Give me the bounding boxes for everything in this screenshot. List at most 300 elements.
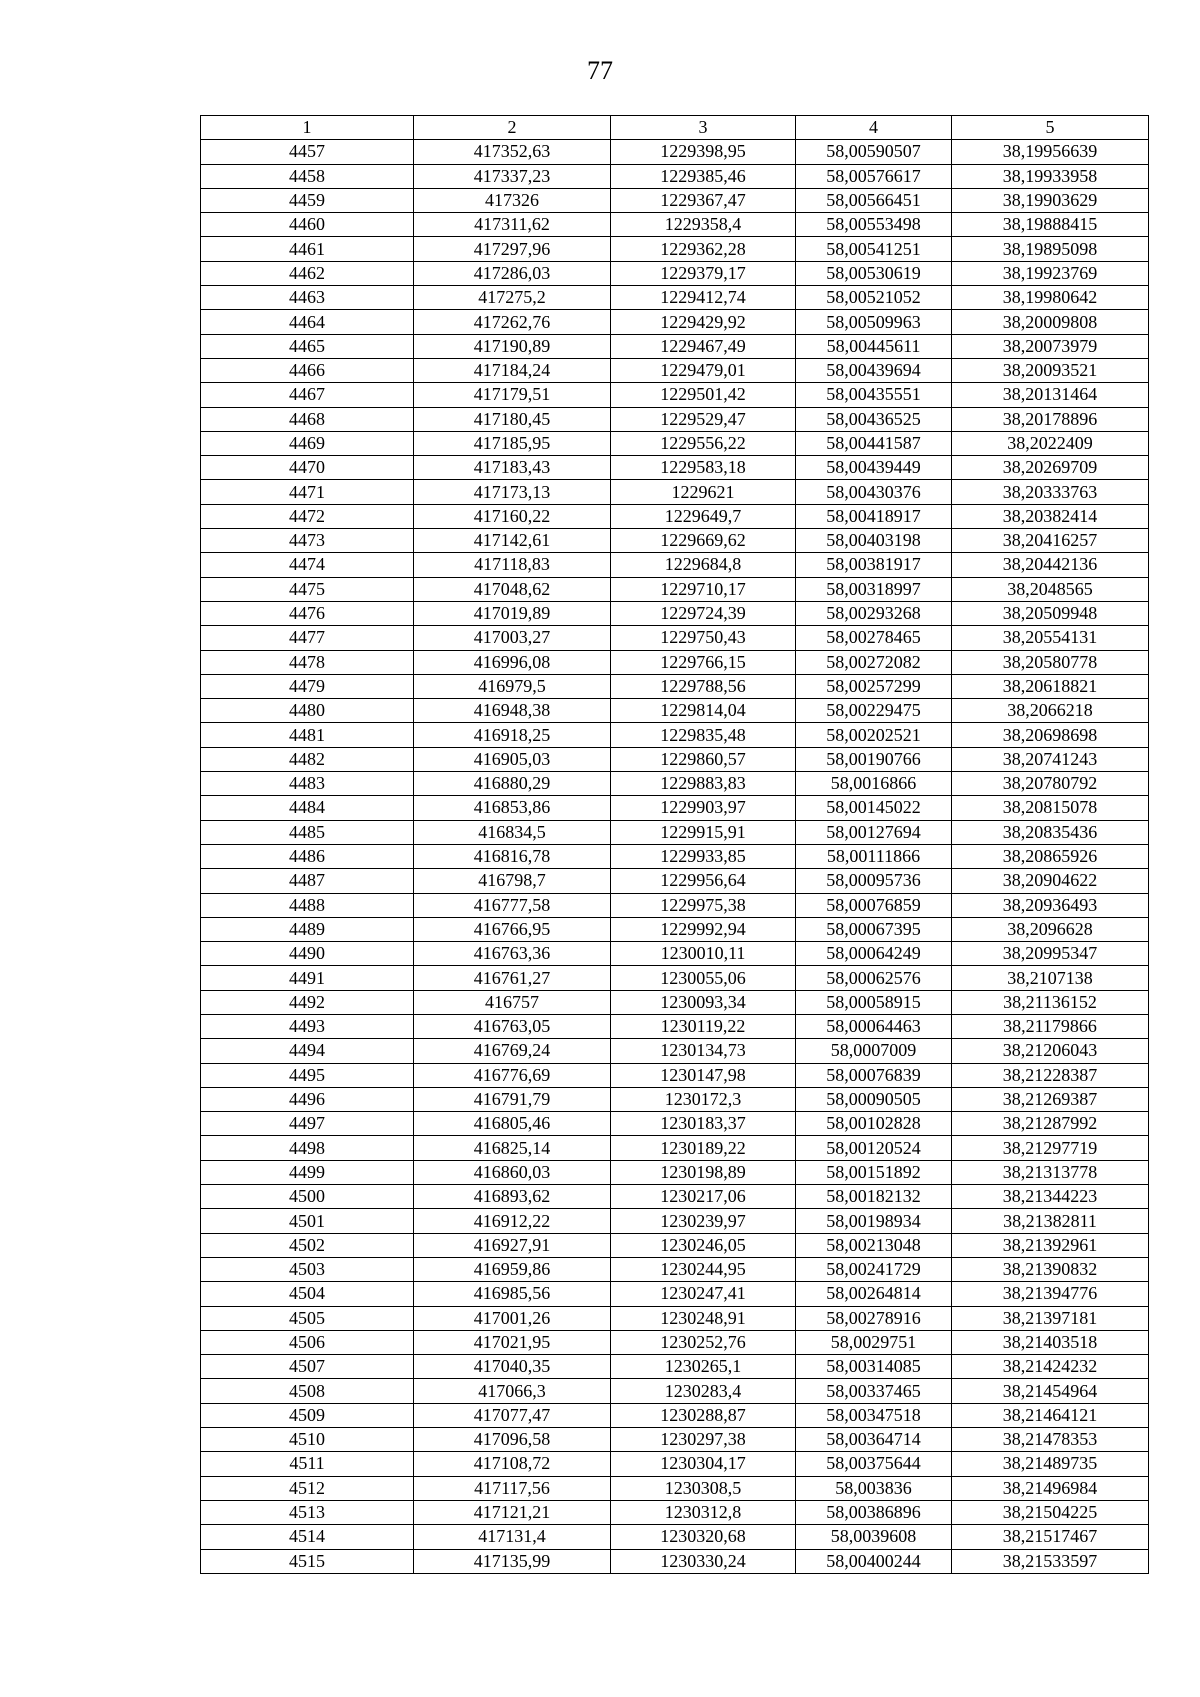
table-cell-col-3: 1229788,56: [611, 674, 796, 698]
table-cell-col-1: 4506: [201, 1330, 414, 1354]
table-cell-col-1: 4511: [201, 1452, 414, 1476]
table-row: [201, 1136, 1149, 1160]
table-cell-col-3: 1229556,22: [611, 431, 796, 455]
table-cell-col-1: 4502: [201, 1233, 414, 1257]
table-cell-col-3: 1230119,22: [611, 1014, 796, 1038]
table-cell-col-5: 38,2048565: [952, 577, 1149, 601]
table-cell-col-3: 1229975,38: [611, 893, 796, 917]
table-cell-col-5: 38,20580778: [952, 650, 1149, 674]
table-cell-col-2: 417096,58: [414, 1428, 611, 1452]
table-cell-col-3: 1230330,24: [611, 1549, 796, 1573]
table-cell-col-2: 416905,03: [414, 747, 611, 771]
column-header-3: 3: [611, 116, 796, 140]
table-cell-col-1: 4467: [201, 383, 414, 407]
table-cell-col-5: 38,21228387: [952, 1063, 1149, 1087]
table-cell-col-1: 4497: [201, 1112, 414, 1136]
table-cell-col-1: 4462: [201, 261, 414, 285]
table-cell-col-5: 38,2022409: [952, 431, 1149, 455]
coordinates-table: [200, 115, 1149, 1574]
table-cell-col-4: 58,00151892: [796, 1160, 952, 1184]
table-cell-col-1: 4474: [201, 553, 414, 577]
table-cell-col-5: 38,21313778: [952, 1160, 1149, 1184]
table-cell-col-2: 416853,86: [414, 796, 611, 820]
table-cell-col-1: 4466: [201, 358, 414, 382]
table-row: [201, 1306, 1149, 1330]
table-cell-col-3: 1229724,39: [611, 601, 796, 625]
table-cell-col-2: 416834,5: [414, 820, 611, 844]
table-cell-col-3: 1229385,46: [611, 164, 796, 188]
table-cell-col-1: 4478: [201, 650, 414, 674]
table-cell-col-3: 1230288,87: [611, 1403, 796, 1427]
table-cell-col-5: 38,19923769: [952, 261, 1149, 285]
table-row: [201, 1500, 1149, 1524]
table-cell-col-1: 4475: [201, 577, 414, 601]
table-row: [201, 1355, 1149, 1379]
table-row: [201, 237, 1149, 261]
table-cell-col-3: 1230055,06: [611, 966, 796, 990]
table-cell-col-5: 38,20093521: [952, 358, 1149, 382]
table-cell-col-4: 58,00318997: [796, 577, 952, 601]
table-row: [201, 553, 1149, 577]
table-cell-col-4: 58,00521052: [796, 286, 952, 310]
table-cell-col-1: 4457: [201, 140, 414, 164]
table-cell-col-4: 58,00090505: [796, 1087, 952, 1111]
table-cell-col-2: 417183,43: [414, 456, 611, 480]
table-cell-col-1: 4477: [201, 626, 414, 650]
table-cell-col-4: 58,00257299: [796, 674, 952, 698]
table-cell-col-2: 417142,61: [414, 529, 611, 553]
table-cell-col-4: 58,0016866: [796, 772, 952, 796]
table-row: [201, 504, 1149, 528]
table-cell-col-1: 4488: [201, 893, 414, 917]
table-cell-col-2: 417190,89: [414, 334, 611, 358]
table-cell-col-2: 417066,3: [414, 1379, 611, 1403]
table-row: [201, 480, 1149, 504]
table-cell-col-5: 38,21496984: [952, 1476, 1149, 1500]
table-cell-col-5: 38,20618821: [952, 674, 1149, 698]
table-cell-col-3: 1229992,94: [611, 917, 796, 941]
table-row: [201, 1403, 1149, 1427]
table-cell-col-2: 416763,36: [414, 942, 611, 966]
table-cell-col-3: 1230252,76: [611, 1330, 796, 1354]
table-row: [201, 1185, 1149, 1209]
table-cell-col-5: 38,19980642: [952, 286, 1149, 310]
table-cell-col-4: 58,00202521: [796, 723, 952, 747]
table-cell-col-5: 38,20442136: [952, 553, 1149, 577]
table-cell-col-5: 38,21533597: [952, 1549, 1149, 1573]
table-cell-col-4: 58,003836: [796, 1476, 952, 1500]
table-cell-col-1: 4509: [201, 1403, 414, 1427]
table-cell-col-5: 38,21517467: [952, 1525, 1149, 1549]
table-row: [201, 286, 1149, 310]
table-cell-col-4: 58,00590507: [796, 140, 952, 164]
table-cell-col-3: 1229933,85: [611, 844, 796, 868]
table-cell-col-1: 4499: [201, 1160, 414, 1184]
table-cell-col-3: 1230189,22: [611, 1136, 796, 1160]
table-cell-col-4: 58,00062576: [796, 966, 952, 990]
table-cell-col-2: 416860,03: [414, 1160, 611, 1184]
table-cell-col-2: 416805,46: [414, 1112, 611, 1136]
table-cell-col-2: 417286,03: [414, 261, 611, 285]
table-cell-col-4: 58,00386896: [796, 1500, 952, 1524]
table-cell-col-5: 38,20741243: [952, 747, 1149, 771]
table-row: [201, 1549, 1149, 1573]
table-cell-col-1: 4512: [201, 1476, 414, 1500]
table-cell-col-1: 4470: [201, 456, 414, 480]
table-cell-col-1: 4468: [201, 407, 414, 431]
table-cell-col-4: 58,00364714: [796, 1428, 952, 1452]
table-row: [201, 674, 1149, 698]
table-cell-col-2: 417135,99: [414, 1549, 611, 1573]
table-row: [201, 942, 1149, 966]
table-row: [201, 601, 1149, 625]
table-row: [201, 334, 1149, 358]
table-cell-col-1: 4500: [201, 1185, 414, 1209]
table-cell-col-5: 38,21394776: [952, 1282, 1149, 1306]
table-cell-col-3: 1230265,1: [611, 1355, 796, 1379]
table-cell-col-5: 38,21382811: [952, 1209, 1149, 1233]
table-row: [201, 650, 1149, 674]
table-cell-col-5: 38,20416257: [952, 529, 1149, 553]
table-cell-col-4: 58,0029751: [796, 1330, 952, 1354]
table-cell-col-4: 58,00229475: [796, 699, 952, 723]
table-row: [201, 1379, 1149, 1403]
table-cell-col-4: 58,00111866: [796, 844, 952, 868]
table-cell-col-5: 38,20995347: [952, 942, 1149, 966]
table-row: [201, 893, 1149, 917]
table-cell-col-3: 1230248,91: [611, 1306, 796, 1330]
table-cell-col-5: 38,21297719: [952, 1136, 1149, 1160]
table-cell-col-4: 58,00400244: [796, 1549, 952, 1573]
table-cell-col-4: 58,00430376: [796, 480, 952, 504]
table-cell-col-4: 58,00095736: [796, 869, 952, 893]
table-row: [201, 966, 1149, 990]
table-row: [201, 990, 1149, 1014]
column-header-2: 2: [414, 116, 611, 140]
table-cell-col-2: 417118,83: [414, 553, 611, 577]
table-cell-col-3: 1229362,28: [611, 237, 796, 261]
table-row: [201, 869, 1149, 893]
table-cell-col-5: 38,20333763: [952, 480, 1149, 504]
table-cell-col-3: 1229379,17: [611, 261, 796, 285]
table-cell-col-4: 58,00120524: [796, 1136, 952, 1160]
table-cell-col-4: 58,00058915: [796, 990, 952, 1014]
table-cell-col-4: 58,00145022: [796, 796, 952, 820]
table-cell-col-1: 4461: [201, 237, 414, 261]
table-cell-col-2: 417262,76: [414, 310, 611, 334]
table-row: [201, 844, 1149, 868]
table-row: [201, 1112, 1149, 1136]
table-cell-col-2: 416959,86: [414, 1257, 611, 1281]
table-row: [201, 529, 1149, 553]
table-row: [201, 1452, 1149, 1476]
table-row: [201, 310, 1149, 334]
table-cell-col-1: 4490: [201, 942, 414, 966]
table-row: [201, 164, 1149, 188]
table-cell-col-5: 38,20509948: [952, 601, 1149, 625]
table-cell-col-3: 1229367,47: [611, 188, 796, 212]
table-cell-col-4: 58,00541251: [796, 237, 952, 261]
table-cell-col-5: 38,21136152: [952, 990, 1149, 1014]
table-cell-col-4: 58,00435551: [796, 383, 952, 407]
table-cell-col-2: 417003,27: [414, 626, 611, 650]
table-row: [201, 820, 1149, 844]
table-cell-col-1: 4473: [201, 529, 414, 553]
table-cell-col-5: 38,21390832: [952, 1257, 1149, 1281]
table-cell-col-3: 1230010,11: [611, 942, 796, 966]
table-cell-col-5: 38,21287992: [952, 1112, 1149, 1136]
table-cell-col-4: 58,00278465: [796, 626, 952, 650]
table-cell-col-5: 38,21424232: [952, 1355, 1149, 1379]
table-cell-col-3: 1229860,57: [611, 747, 796, 771]
table-cell-col-2: 417352,63: [414, 140, 611, 164]
table-cell-col-5: 38,20269709: [952, 456, 1149, 480]
table-cell-col-3: 1229956,64: [611, 869, 796, 893]
table-cell-col-5: 38,21504225: [952, 1500, 1149, 1524]
table-cell-col-4: 58,00190766: [796, 747, 952, 771]
table-cell-col-1: 4501: [201, 1209, 414, 1233]
table-cell-col-2: 417019,89: [414, 601, 611, 625]
table-cell-col-1: 4469: [201, 431, 414, 455]
table-cell-col-1: 4476: [201, 601, 414, 625]
table-cell-col-4: 58,00067395: [796, 917, 952, 941]
table-row: [201, 188, 1149, 212]
table-cell-col-5: 38,20131464: [952, 383, 1149, 407]
table-cell-col-2: 416816,78: [414, 844, 611, 868]
table-cell-col-2: 417275,2: [414, 286, 611, 310]
table-cell-col-2: 417173,13: [414, 480, 611, 504]
table-cell-col-2: 416791,79: [414, 1087, 611, 1111]
table-row: [201, 1525, 1149, 1549]
table-cell-col-3: 1229621: [611, 480, 796, 504]
table-cell-col-3: 1229429,92: [611, 310, 796, 334]
table-cell-col-4: 58,00064463: [796, 1014, 952, 1038]
table-cell-col-4: 58,00293268: [796, 601, 952, 625]
table-cell-col-1: 4504: [201, 1282, 414, 1306]
table-cell-col-1: 4483: [201, 772, 414, 796]
table-cell-col-3: 1230093,34: [611, 990, 796, 1014]
table-cell-col-3: 1229529,47: [611, 407, 796, 431]
table-cell-col-2: 416769,24: [414, 1039, 611, 1063]
table-row: [201, 1014, 1149, 1038]
table-cell-col-2: 417040,35: [414, 1355, 611, 1379]
table-cell-col-1: 4514: [201, 1525, 414, 1549]
table-cell-col-3: 1229915,91: [611, 820, 796, 844]
table-cell-col-5: 38,20780792: [952, 772, 1149, 796]
table-cell-col-3: 1229479,01: [611, 358, 796, 382]
table-row: [201, 213, 1149, 237]
table-row: [201, 1428, 1149, 1452]
table-cell-col-3: 1230283,4: [611, 1379, 796, 1403]
page-number: 77: [587, 56, 613, 85]
table-cell-col-3: 1230312,8: [611, 1500, 796, 1524]
table-cell-col-1: 4496: [201, 1087, 414, 1111]
table-cell-col-1: 4484: [201, 796, 414, 820]
table-cell-col-2: 417185,95: [414, 431, 611, 455]
table-cell-col-1: 4463: [201, 286, 414, 310]
table-cell-col-1: 4508: [201, 1379, 414, 1403]
table-cell-col-2: 416798,7: [414, 869, 611, 893]
table-cell-col-2: 417311,62: [414, 213, 611, 237]
table-cell-col-1: 4472: [201, 504, 414, 528]
table-cell-col-4: 58,00076839: [796, 1063, 952, 1087]
table-cell-col-3: 1230304,17: [611, 1452, 796, 1476]
table-cell-col-2: 417121,21: [414, 1500, 611, 1524]
table-cell-col-4: 58,00102828: [796, 1112, 952, 1136]
table-cell-col-1: 4513: [201, 1500, 414, 1524]
table-cell-col-5: 38,20865926: [952, 844, 1149, 868]
table-cell-col-4: 58,00213048: [796, 1233, 952, 1257]
table-cell-col-4: 58,0039608: [796, 1525, 952, 1549]
table-cell-col-3: 1230239,97: [611, 1209, 796, 1233]
table-cell-col-4: 58,00418917: [796, 504, 952, 528]
table-row: [201, 772, 1149, 796]
table-cell-col-4: 58,00241729: [796, 1257, 952, 1281]
table-cell-col-4: 58,00436525: [796, 407, 952, 431]
table-row: [201, 577, 1149, 601]
table-cell-col-2: 416757: [414, 990, 611, 1014]
table-cell-col-3: 1229883,83: [611, 772, 796, 796]
table-cell-col-3: 1230172,3: [611, 1087, 796, 1111]
table-cell-col-4: 58,00445611: [796, 334, 952, 358]
table-cell-col-4: 58,00198934: [796, 1209, 952, 1233]
table-cell-col-5: 38,19888415: [952, 213, 1149, 237]
table-cell-col-4: 58,00314085: [796, 1355, 952, 1379]
table-row: [201, 1160, 1149, 1184]
table-cell-col-1: 4515: [201, 1549, 414, 1573]
table-cell-col-4: 58,0007009: [796, 1039, 952, 1063]
table-cell-col-5: 38,20178896: [952, 407, 1149, 431]
table-cell-col-5: 38,21489735: [952, 1452, 1149, 1476]
table-cell-col-3: 1229501,42: [611, 383, 796, 407]
table-cell-col-5: 38,2066218: [952, 699, 1149, 723]
table-cell-col-2: 416979,5: [414, 674, 611, 698]
table-cell-col-2: 417179,51: [414, 383, 611, 407]
table-cell-col-5: 38,21179866: [952, 1014, 1149, 1038]
table-cell-col-2: 417180,45: [414, 407, 611, 431]
table-cell-col-1: 4485: [201, 820, 414, 844]
table-cell-col-5: 38,20936493: [952, 893, 1149, 917]
table-cell-col-2: 416825,14: [414, 1136, 611, 1160]
table-cell-col-2: 417160,22: [414, 504, 611, 528]
table-cell-col-2: 416763,05: [414, 1014, 611, 1038]
table-cell-col-5: 38,20554131: [952, 626, 1149, 650]
table-cell-col-5: 38,19903629: [952, 188, 1149, 212]
table-cell-col-3: 1230183,37: [611, 1112, 796, 1136]
table-cell-col-4: 58,00347518: [796, 1403, 952, 1427]
table-cell-col-3: 1229766,15: [611, 650, 796, 674]
table-cell-col-3: 1229750,43: [611, 626, 796, 650]
table-cell-col-4: 58,00566451: [796, 188, 952, 212]
table-row: [201, 431, 1149, 455]
table-cell-col-1: 4492: [201, 990, 414, 1014]
table-cell-col-2: 417001,26: [414, 1306, 611, 1330]
table-cell-col-5: 38,20904622: [952, 869, 1149, 893]
table-cell-col-1: 4482: [201, 747, 414, 771]
table-cell-col-4: 58,00076859: [796, 893, 952, 917]
table-cell-col-5: 38,19956639: [952, 140, 1149, 164]
table-cell-col-3: 1229710,17: [611, 577, 796, 601]
table-cell-col-5: 38,21269387: [952, 1087, 1149, 1111]
table-cell-col-4: 58,00182132: [796, 1185, 952, 1209]
table-cell-col-2: 416766,95: [414, 917, 611, 941]
table-row: [201, 1282, 1149, 1306]
table-cell-col-2: 416880,29: [414, 772, 611, 796]
table-cell-col-3: 1230246,05: [611, 1233, 796, 1257]
table-cell-col-4: 58,00127694: [796, 820, 952, 844]
table-cell-col-3: 1229814,04: [611, 699, 796, 723]
table-row: [201, 1087, 1149, 1111]
table-cell-col-1: 4486: [201, 844, 414, 868]
table-cell-col-4: 58,00337465: [796, 1379, 952, 1403]
table-cell-col-4: 58,00272082: [796, 650, 952, 674]
column-header-4: 4: [796, 116, 952, 140]
table-cell-col-2: 416985,56: [414, 1282, 611, 1306]
table-cell-col-3: 1229649,7: [611, 504, 796, 528]
table-cell-col-1: 4480: [201, 699, 414, 723]
table-cell-col-2: 416777,58: [414, 893, 611, 917]
table-row: [201, 261, 1149, 285]
table-header: [201, 116, 1149, 140]
table-cell-col-2: 417048,62: [414, 577, 611, 601]
table-row: [201, 456, 1149, 480]
table-cell-col-1: 4493: [201, 1014, 414, 1038]
table-cell-col-4: 58,00439449: [796, 456, 952, 480]
table-row: [201, 626, 1149, 650]
table-cell-col-2: 416996,08: [414, 650, 611, 674]
table-cell-col-1: 4479: [201, 674, 414, 698]
table-cell-col-3: 1230297,38: [611, 1428, 796, 1452]
header-row: [201, 116, 1149, 140]
table-cell-col-2: 417184,24: [414, 358, 611, 382]
table-cell-col-3: 1230308,5: [611, 1476, 796, 1500]
table-cell-col-1: 4481: [201, 723, 414, 747]
table-row: [201, 747, 1149, 771]
table-row: [201, 1476, 1149, 1500]
table-row: [201, 1233, 1149, 1257]
table-cell-col-2: 416927,91: [414, 1233, 611, 1257]
table-row: [201, 1330, 1149, 1354]
table-row: [201, 1063, 1149, 1087]
table-cell-col-2: 417077,47: [414, 1403, 611, 1427]
table-cell-col-5: 38,20815078: [952, 796, 1149, 820]
table-cell-col-1: 4465: [201, 334, 414, 358]
table-cell-col-5: 38,20835436: [952, 820, 1149, 844]
table-cell-col-5: 38,20009808: [952, 310, 1149, 334]
table-row: [201, 358, 1149, 382]
table-cell-col-2: 416776,69: [414, 1063, 611, 1087]
table-cell-col-5: 38,20382414: [952, 504, 1149, 528]
table-cell-col-1: 4503: [201, 1257, 414, 1281]
table-cell-col-1: 4464: [201, 310, 414, 334]
table-cell-col-4: 58,00403198: [796, 529, 952, 553]
table-cell-col-5: 38,21478353: [952, 1428, 1149, 1452]
table-row: [201, 917, 1149, 941]
table-row: [201, 1039, 1149, 1063]
table-cell-col-3: 1229669,62: [611, 529, 796, 553]
table-cell-col-3: 1230134,73: [611, 1039, 796, 1063]
table-cell-col-3: 1229412,74: [611, 286, 796, 310]
table-cell-col-5: 38,21454964: [952, 1379, 1149, 1403]
table-cell-col-5: 38,21344223: [952, 1185, 1149, 1209]
table-cell-col-4: 58,00264814: [796, 1282, 952, 1306]
table-cell-col-4: 58,00441587: [796, 431, 952, 455]
table-cell-col-5: 38,19895098: [952, 237, 1149, 261]
table-cell-col-3: 1229358,4: [611, 213, 796, 237]
table-cell-col-2: 417108,72: [414, 1452, 611, 1476]
table-cell-col-4: 58,00553498: [796, 213, 952, 237]
table-cell-col-1: 4495: [201, 1063, 414, 1087]
